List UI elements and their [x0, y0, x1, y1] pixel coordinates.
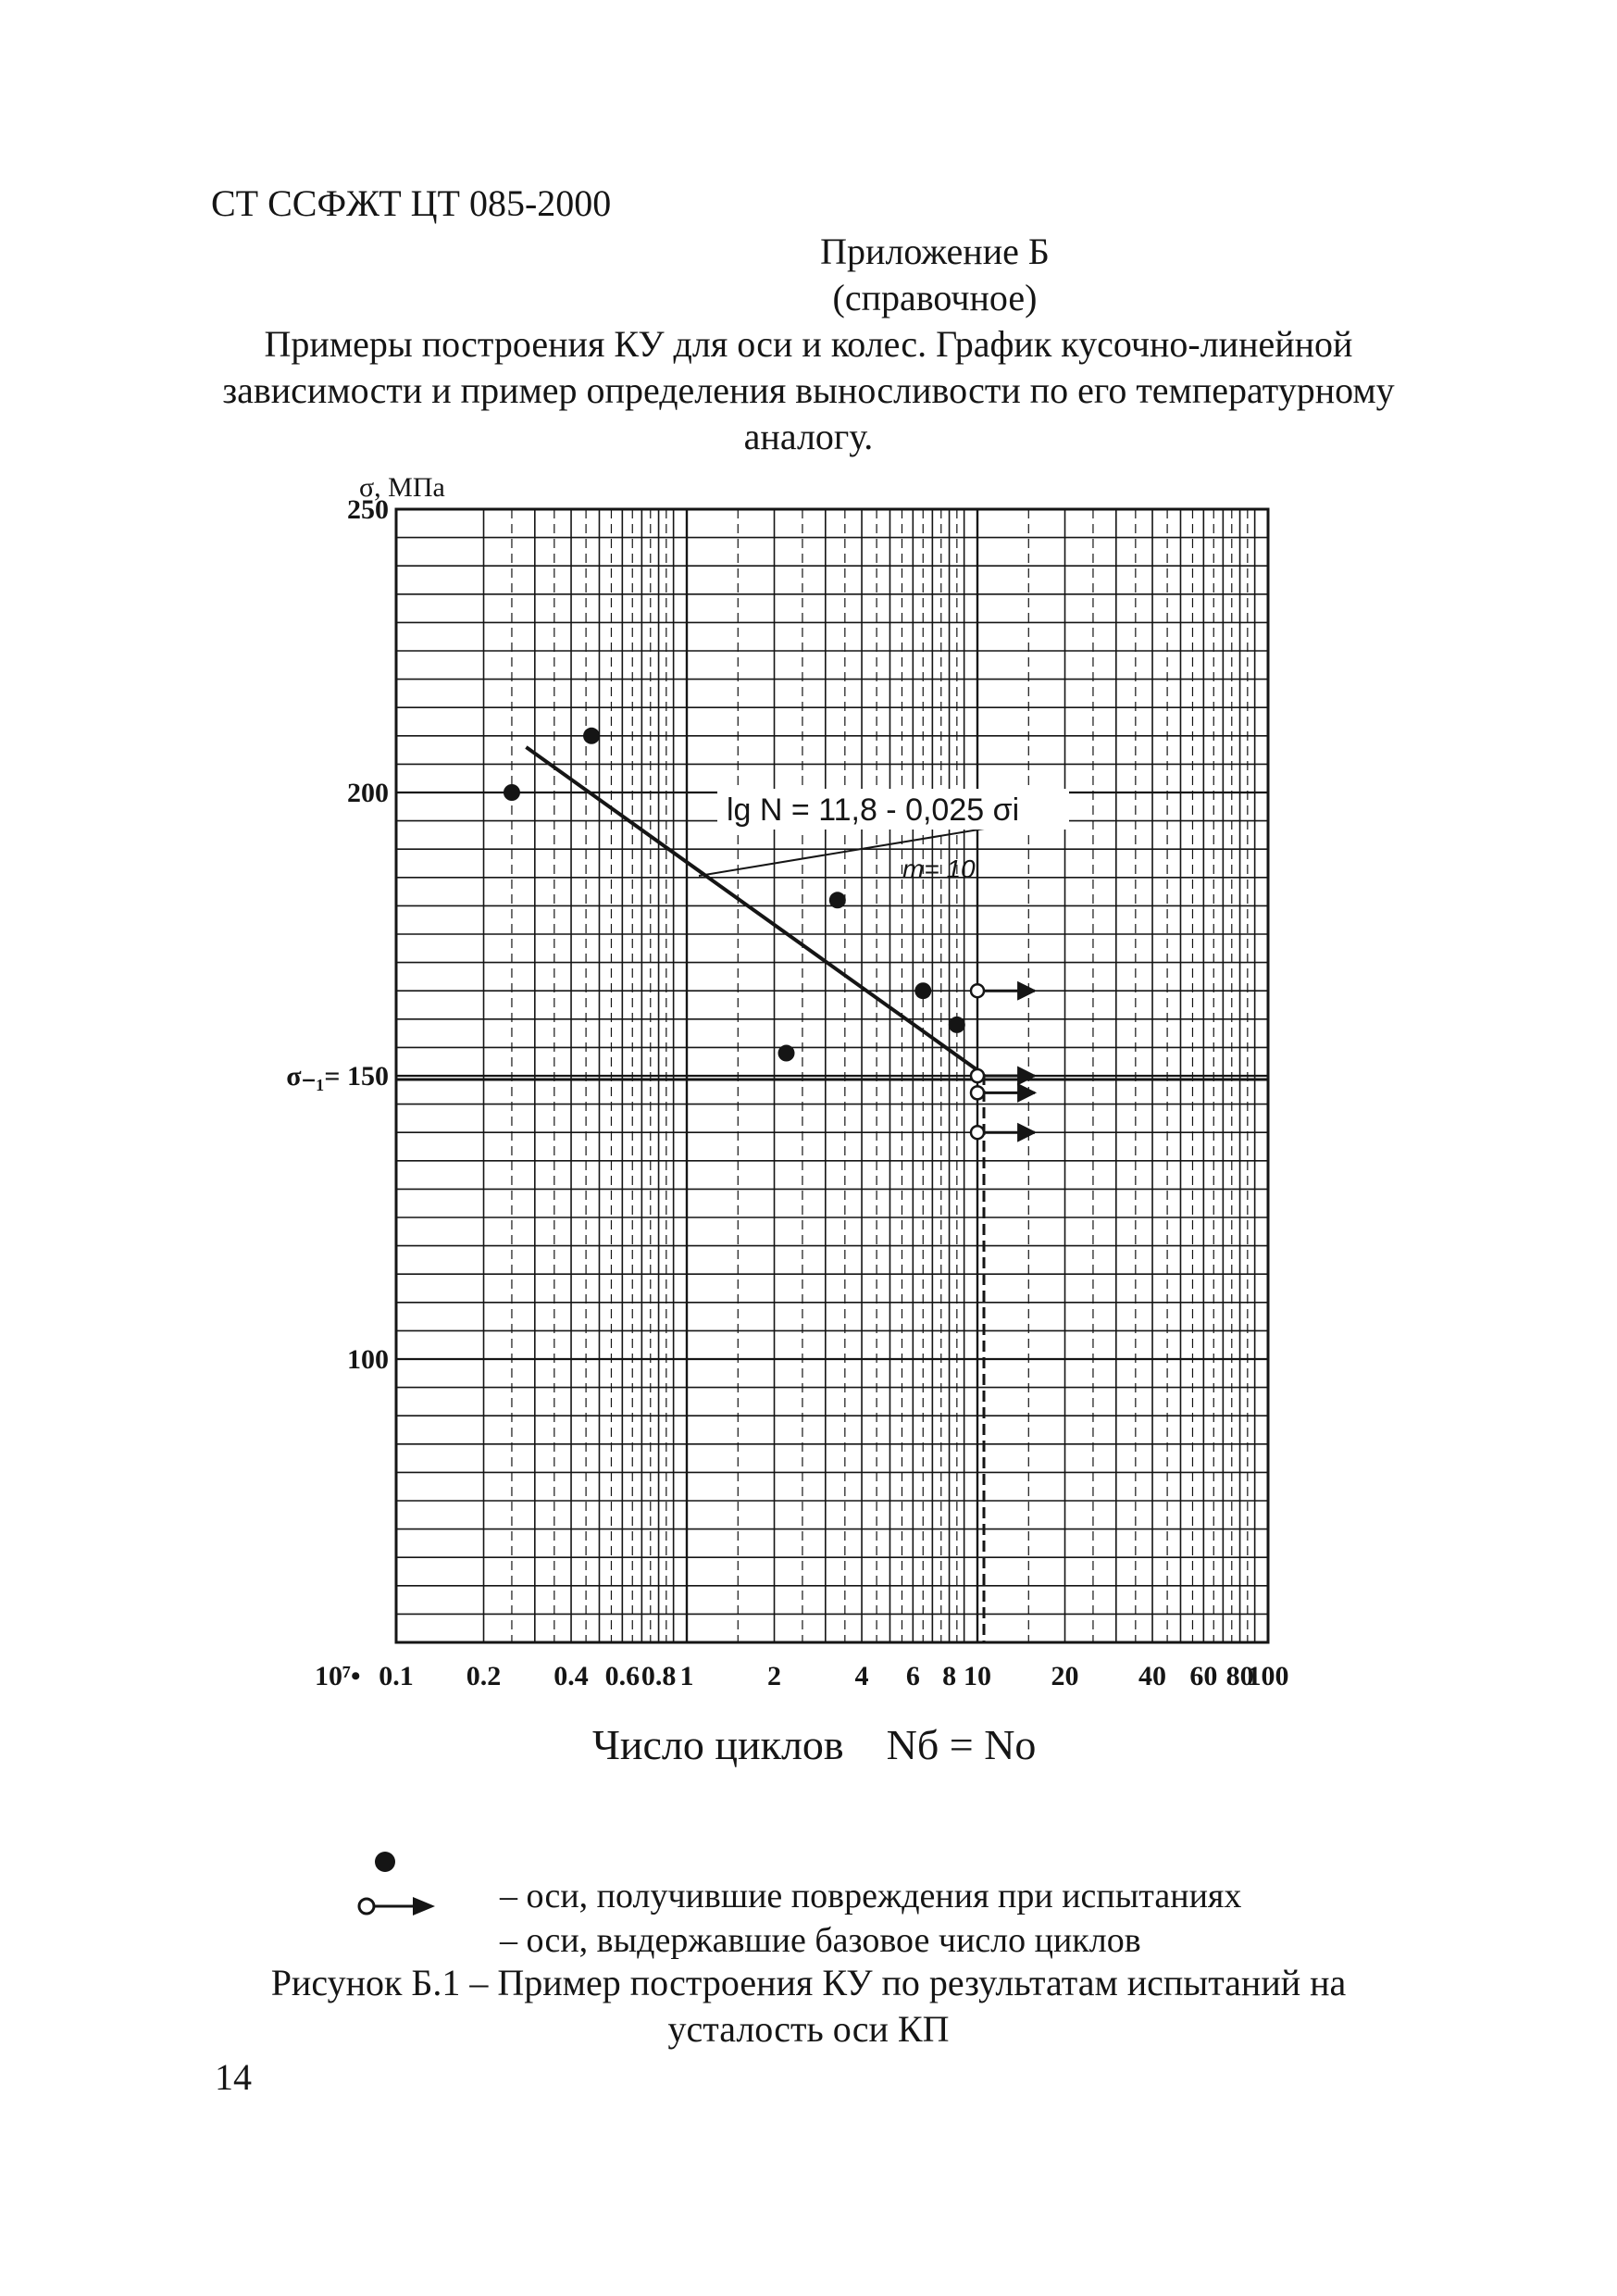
y-axis-label: σ, МПа — [359, 472, 445, 503]
runout-point — [971, 1126, 1035, 1139]
caption-line-2: усталость оси КП — [667, 2008, 950, 2050]
x-tick-label: 0.6 — [604, 1661, 641, 1691]
x-tick-label: 0.8 — [641, 1661, 677, 1691]
legend-failed — [352, 1839, 407, 1885]
failed-point — [583, 728, 600, 744]
failed-point — [949, 1017, 965, 1033]
legend-runout-label: – оси, выдержавшие базовое число циклов — [500, 1921, 1141, 1960]
x-tick-label: 60 — [1189, 1661, 1218, 1691]
x-tick-label: 8 — [942, 1661, 957, 1691]
x-tick-label: 0.1 — [379, 1661, 414, 1691]
x-axis-label: Число циклов Nб = No — [592, 1721, 1037, 1768]
y-tick-label: 200 — [347, 778, 389, 808]
runout-circle — [971, 1086, 984, 1099]
x-tick-label: 0.2 — [466, 1661, 502, 1691]
x-tick-label: 6 — [905, 1661, 920, 1691]
heading-line-3: аналогу. — [743, 416, 874, 457]
runout-circle — [971, 984, 984, 997]
document-code: СТ ССФЖТ ЦТ 085-2000 — [211, 182, 612, 224]
y-tick-label: σ₋₁= 150 — [286, 1061, 389, 1092]
x-tick-label: 2 — [767, 1661, 782, 1691]
x-multiplier: 10⁷• — [315, 1661, 361, 1691]
x-tick-label: 40 — [1138, 1661, 1167, 1691]
heading-line-2: зависимости и пример определения выносливости по его температурному — [222, 369, 1395, 411]
heading-line-1: Примеры построения КУ для оси и колес. График кусочно-линейной — [264, 323, 1353, 365]
open-circle-arrow-icon — [352, 1883, 454, 1929]
filled-dot-icon — [352, 1839, 407, 1885]
x-tick-label: 1 — [679, 1661, 694, 1691]
fatigue-curve-chart — [0, 463, 1617, 1815]
x-tick-label: 20 — [1051, 1661, 1079, 1691]
appendix-type: (справочное) — [832, 277, 1038, 318]
x-tick-label: 10 — [964, 1661, 991, 1691]
x-tick-label: 80 — [1225, 1661, 1254, 1691]
runout-circle — [971, 1069, 984, 1082]
appendix-title: Приложение Б — [820, 231, 1050, 272]
x-tick-label: 100 — [1247, 1661, 1289, 1691]
x-tick-label: 0.4 — [554, 1661, 589, 1691]
y-tick-label: 100 — [347, 1344, 389, 1375]
failed-point — [914, 982, 931, 999]
chart-grid — [396, 509, 1268, 1642]
x-tick-labels — [379, 1661, 1288, 1691]
y-tick-labels — [286, 494, 389, 1375]
failed-point — [504, 784, 520, 801]
page-number: 14 — [215, 2056, 252, 2098]
runout-point — [971, 1086, 1035, 1099]
y-tick-label: 250 — [347, 494, 389, 525]
failed-point — [778, 1045, 795, 1062]
runout-point — [971, 984, 1035, 997]
slope-label: m= 10 — [902, 855, 976, 883]
runout-circle — [971, 1126, 984, 1139]
failed-point — [829, 892, 846, 908]
legend-runout — [352, 1883, 454, 1929]
legend-failed-label: – оси, получившие повреждения при испытаниях — [500, 1877, 1242, 1915]
x-tick-label: 4 — [854, 1661, 869, 1691]
caption-line-1: Рисунок Б.1 – Пример построения КУ по результатам испытаний на — [270, 1962, 1347, 2003]
fit-label: lg N = 11,8 - 0,025 σi — [727, 792, 1020, 828]
